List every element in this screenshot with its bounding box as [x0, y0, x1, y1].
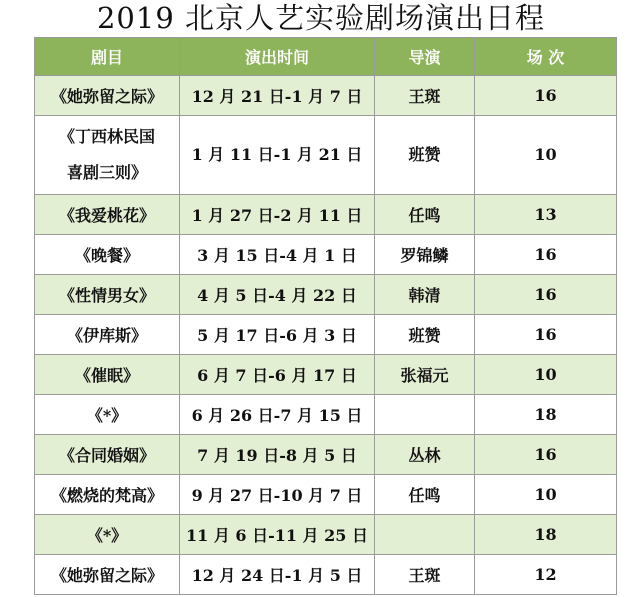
table-row: [35, 355, 617, 395]
count-cell: 16: [475, 435, 617, 475]
dates-cell: 5 月 17 日-6 月 3 日: [180, 315, 375, 355]
dates-cell: 6 月 7 日-6 月 17 日: [180, 355, 375, 395]
play-cell: 《我爱桃花》: [35, 195, 180, 235]
dates-cell: 1 月 11 日-1 月 21 日: [180, 116, 375, 195]
play-cell: 《她弥留之际》: [35, 555, 180, 595]
dates-cell: 7 月 19 日-8 月 5 日: [180, 435, 375, 475]
count-cell: 16: [475, 275, 617, 315]
director-cell: 王斑: [375, 555, 475, 595]
director-cell: 韩清: [375, 275, 475, 315]
table-row: [35, 435, 617, 475]
director-cell: 班赞: [375, 116, 475, 195]
count-cell: 18: [475, 515, 617, 555]
column-header-count: 场 次: [475, 38, 617, 76]
table-row: [35, 76, 617, 116]
count-cell: 16: [475, 235, 617, 275]
table-row: [35, 515, 617, 555]
director-cell: 任鸣: [375, 475, 475, 515]
column-header-director: 导演: [375, 38, 475, 76]
play-cell: 《合同婚姻》: [35, 435, 180, 475]
table-row: [35, 275, 617, 315]
column-header-dates: 演出时间: [180, 38, 375, 76]
table-row: [35, 116, 617, 195]
page-title: 2019 北京人艺实验剧场演出日程: [96, 1, 546, 35]
count-cell: 10: [475, 475, 617, 515]
table-row: [35, 475, 617, 515]
count-cell: 12: [475, 555, 617, 595]
schedule-table: [34, 37, 617, 595]
director-cell: 丛林: [375, 435, 475, 475]
dates-cell: 9 月 27 日-10 月 7 日: [180, 475, 375, 515]
play-cell: 《丁西林民国 喜剧三则》: [35, 116, 180, 195]
count-cell: 18: [475, 395, 617, 435]
director-cell: 罗锦鳞: [375, 235, 475, 275]
table-row: [35, 555, 617, 595]
table-row: [35, 195, 617, 235]
play-cell: 《*》: [35, 395, 180, 435]
count-cell: 13: [475, 195, 617, 235]
play-cell: 《性情男女》: [35, 275, 180, 315]
play-cell: 《催眠》: [35, 355, 180, 395]
director-cell: 王斑: [375, 76, 475, 116]
play-cell: 《燃烧的梵高》: [35, 475, 180, 515]
play-cell: 《她弥留之际》: [35, 76, 180, 116]
dates-cell: 12 月 21 日-1 月 7 日: [180, 76, 375, 116]
director-cell: 任鸣: [375, 195, 475, 235]
director-cell: [375, 515, 475, 555]
dates-cell: 12 月 24 日-1 月 5 日: [180, 555, 375, 595]
dates-cell: 4 月 5 日-4 月 22 日: [180, 275, 375, 315]
table-row: [35, 315, 617, 355]
director-cell: [375, 395, 475, 435]
play-cell: 《伊库斯》: [35, 315, 180, 355]
dates-cell: 11 月 6 日-11 月 25 日: [180, 515, 375, 555]
dates-cell: 3 月 15 日-4 月 1 日: [180, 235, 375, 275]
count-cell: 10: [475, 116, 617, 195]
table-header-row: [35, 38, 617, 76]
play-cell: 《*》: [35, 515, 180, 555]
table-row: [35, 395, 617, 435]
column-header-play: 剧目: [35, 38, 180, 76]
dates-cell: 1 月 27 日-2 月 11 日: [180, 195, 375, 235]
count-cell: 10: [475, 355, 617, 395]
table-row: [35, 235, 617, 275]
count-cell: 16: [475, 76, 617, 116]
dates-cell: 6 月 26 日-7 月 15 日: [180, 395, 375, 435]
count-cell: 16: [475, 315, 617, 355]
play-cell: 《晚餐》: [35, 235, 180, 275]
director-cell: 张福元: [375, 355, 475, 395]
director-cell: 班赞: [375, 315, 475, 355]
